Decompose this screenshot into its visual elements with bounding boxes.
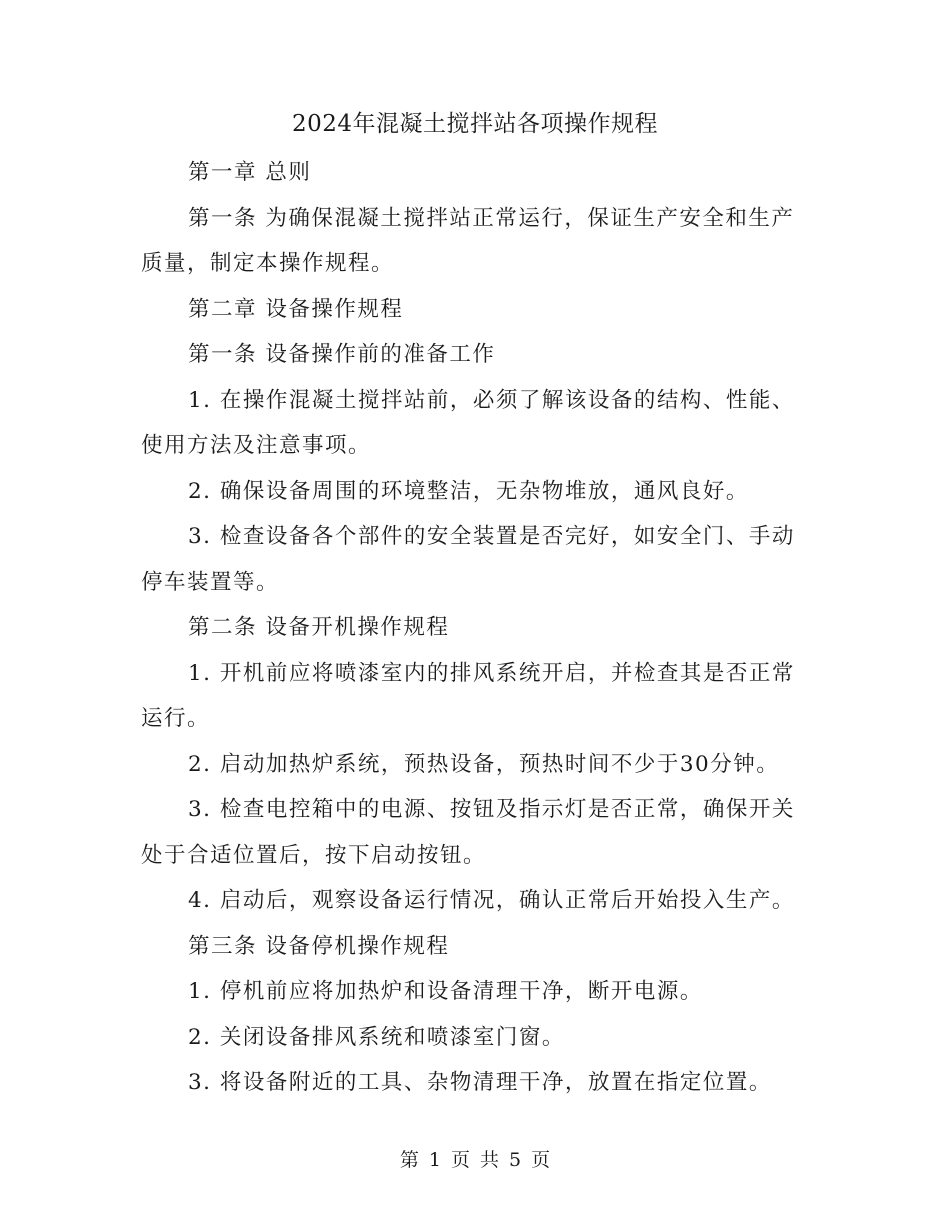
list-item: 1. 开机前应将喷漆室内的排风系统开启，并检查其是否正常运行。: [141, 660, 795, 731]
document-body: [141, 150, 811, 1106]
list-item: 1. 在操作混凝土搅拌站前，必须了解该设备的结构、性能、使用方法及注意事项。: [141, 387, 795, 458]
list-item: 2. 启动加热炉系统，预热设备，预热时间不少于30分钟。: [188, 751, 780, 777]
list-item: 3. 将设备附近的工具、杂物清理干净，放置在指定位置。: [188, 1070, 772, 1095]
list-item: 2. 关闭设备排风系统和喷漆室门窗。: [188, 1024, 565, 1050]
article-heading: 第三条 设备停机操作规程: [188, 933, 450, 959]
page-number-footer: 第 1 页 共 5 页: [399, 1149, 551, 1171]
document-title: 2024年混凝土搅拌站各项操作规程: [291, 111, 659, 137]
chapter-heading: 第二章 设备操作规程: [188, 296, 404, 322]
chapter-heading: 第一章 总则: [188, 160, 312, 185]
list-item: 3. 检查电控箱中的电源、按钮及指示灯是否正常，确保开关处于合适位置后，按下启动按钮。: [141, 797, 795, 868]
list-item: 3. 检查设备各个部件的安全装置是否完好，如安全门、手动停车装置等。: [141, 524, 795, 595]
paragraph: 第一条 为确保混凝土搅拌站正常运行，保证生产安全和生产质量，制定本操作规程。: [141, 205, 795, 276]
list-item: 2. 确保设备周围的环境整洁，无杂物堆放，通风良好。: [188, 478, 749, 504]
list-item: 4. 启动后，观察设备运行情况，确认正常后开始投入生产。: [188, 888, 795, 913]
article-heading: 第一条 设备操作前的准备工作: [188, 342, 496, 367]
article-heading: 第二条 设备开机操作规程: [188, 615, 450, 640]
list-item: 1. 停机前应将加热炉和设备清理干净，断开电源。: [188, 979, 703, 1004]
